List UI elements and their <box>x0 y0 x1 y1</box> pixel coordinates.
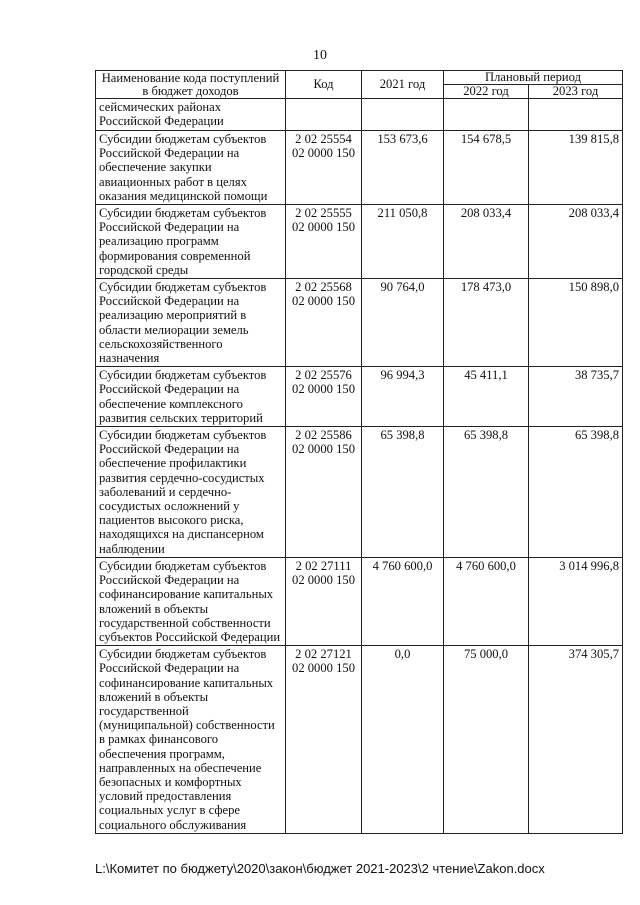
continuation-name: сейсмических районах Российской Федерации <box>96 99 286 131</box>
row-code: 2 02 25568 02 0000 150 <box>286 279 362 367</box>
header-year-2021: 2021 год <box>362 71 444 99</box>
row-code: 2 02 25576 02 0000 150 <box>286 367 362 427</box>
row-2021: 0,0 <box>362 646 444 834</box>
row-name: Субсидии бюджетам субъектов Российской Федерации на софинансирование капитальных вложений в объекты государственной собственности субъектов Российской Федерации <box>96 557 286 645</box>
row-code: 2 02 25554 02 0000 150 <box>286 131 362 205</box>
row-2022: 208 033,4 <box>444 205 529 279</box>
row-2023: 38 735,7 <box>529 367 623 427</box>
row-name: Субсидии бюджетам субъектов Российской Федерации на реализацию мероприятий в области мелиорации земель сельскохозяйственного назначения <box>96 279 286 367</box>
row-name: Субсидии бюджетам субъектов Российской Федерации на софинансирование капитальных вложений в объекты государственной (муниципальной) собственности в рамках финансового обеспечения программ, направленных на обеспечение безопасных и комфортных условий предоставления социальных услуг в сфере социального обслуживания <box>96 646 286 834</box>
row-2023: 139 815,8 <box>529 131 623 205</box>
row-2023: 208 033,4 <box>529 205 623 279</box>
table-row <box>96 367 623 427</box>
row-code: 2 02 27121 02 0000 150 <box>286 646 362 834</box>
row-2022: 75 000,0 <box>444 646 529 834</box>
table-row <box>96 279 623 367</box>
table-row <box>96 646 623 834</box>
page-number: 10 <box>313 48 327 63</box>
row-2023: 65 398,8 <box>529 427 623 558</box>
row-2021: 90 764,0 <box>362 279 444 367</box>
table-row <box>96 131 623 205</box>
row-2023: 3 014 996,8 <box>529 557 623 645</box>
row-name: Субсидии бюджетам субъектов Российской Федерации на обеспечение закупки авиационных работ в целях оказания медицинской помощи <box>96 131 286 205</box>
row-name: Субсидии бюджетам субъектов Российской Федерации на обеспечение комплексного развития сельских территорий <box>96 367 286 427</box>
revenue-table <box>95 70 623 834</box>
row-name: Субсидии бюджетам субъектов Российской Федерации на реализацию программ формирования современной городской среды <box>96 205 286 279</box>
table-row <box>96 427 623 558</box>
row-2022: 4 760 600,0 <box>444 557 529 645</box>
table-row <box>96 557 623 645</box>
table-row-continuation <box>96 99 623 131</box>
row-2021: 211 050,8 <box>362 205 444 279</box>
row-2021: 4 760 600,0 <box>362 557 444 645</box>
header-year-2023: 2023 год <box>529 85 623 99</box>
table-row <box>96 205 623 279</box>
row-2023: 150 898,0 <box>529 279 623 367</box>
header-code: Код <box>286 71 362 99</box>
row-name: Субсидии бюджетам субъектов Российской Федерации на обеспечение профилактики развития сердечно-сосудистых заболеваний и сердечно-сосудистых осложнений у пациентов высокого риска, находящихся на диспансерном наблюдении <box>96 427 286 558</box>
row-code: 2 02 25586 02 0000 150 <box>286 427 362 558</box>
row-2022: 65 398,8 <box>444 427 529 558</box>
row-2021: 96 994,3 <box>362 367 444 427</box>
row-2021: 153 673,6 <box>362 131 444 205</box>
row-code: 2 02 25555 02 0000 150 <box>286 205 362 279</box>
row-2021: 65 398,8 <box>362 427 444 558</box>
row-2022: 178 473,0 <box>444 279 529 367</box>
row-code: 2 02 27111 02 0000 150 <box>286 557 362 645</box>
row-2022: 154 678,5 <box>444 131 529 205</box>
row-2022: 45 411,1 <box>444 367 529 427</box>
row-2023: 374 305,7 <box>529 646 623 834</box>
file-path-footer: L:\Комитет по бюджету\2020\закон\бюджет 2021-2023\2 чтение\Zakon.docx <box>95 861 545 876</box>
header-name: Наименование кода поступлений в бюджет доходов <box>96 71 286 99</box>
header-planned-period: Плановый период <box>444 71 623 85</box>
header-year-2022: 2022 год <box>444 85 529 99</box>
